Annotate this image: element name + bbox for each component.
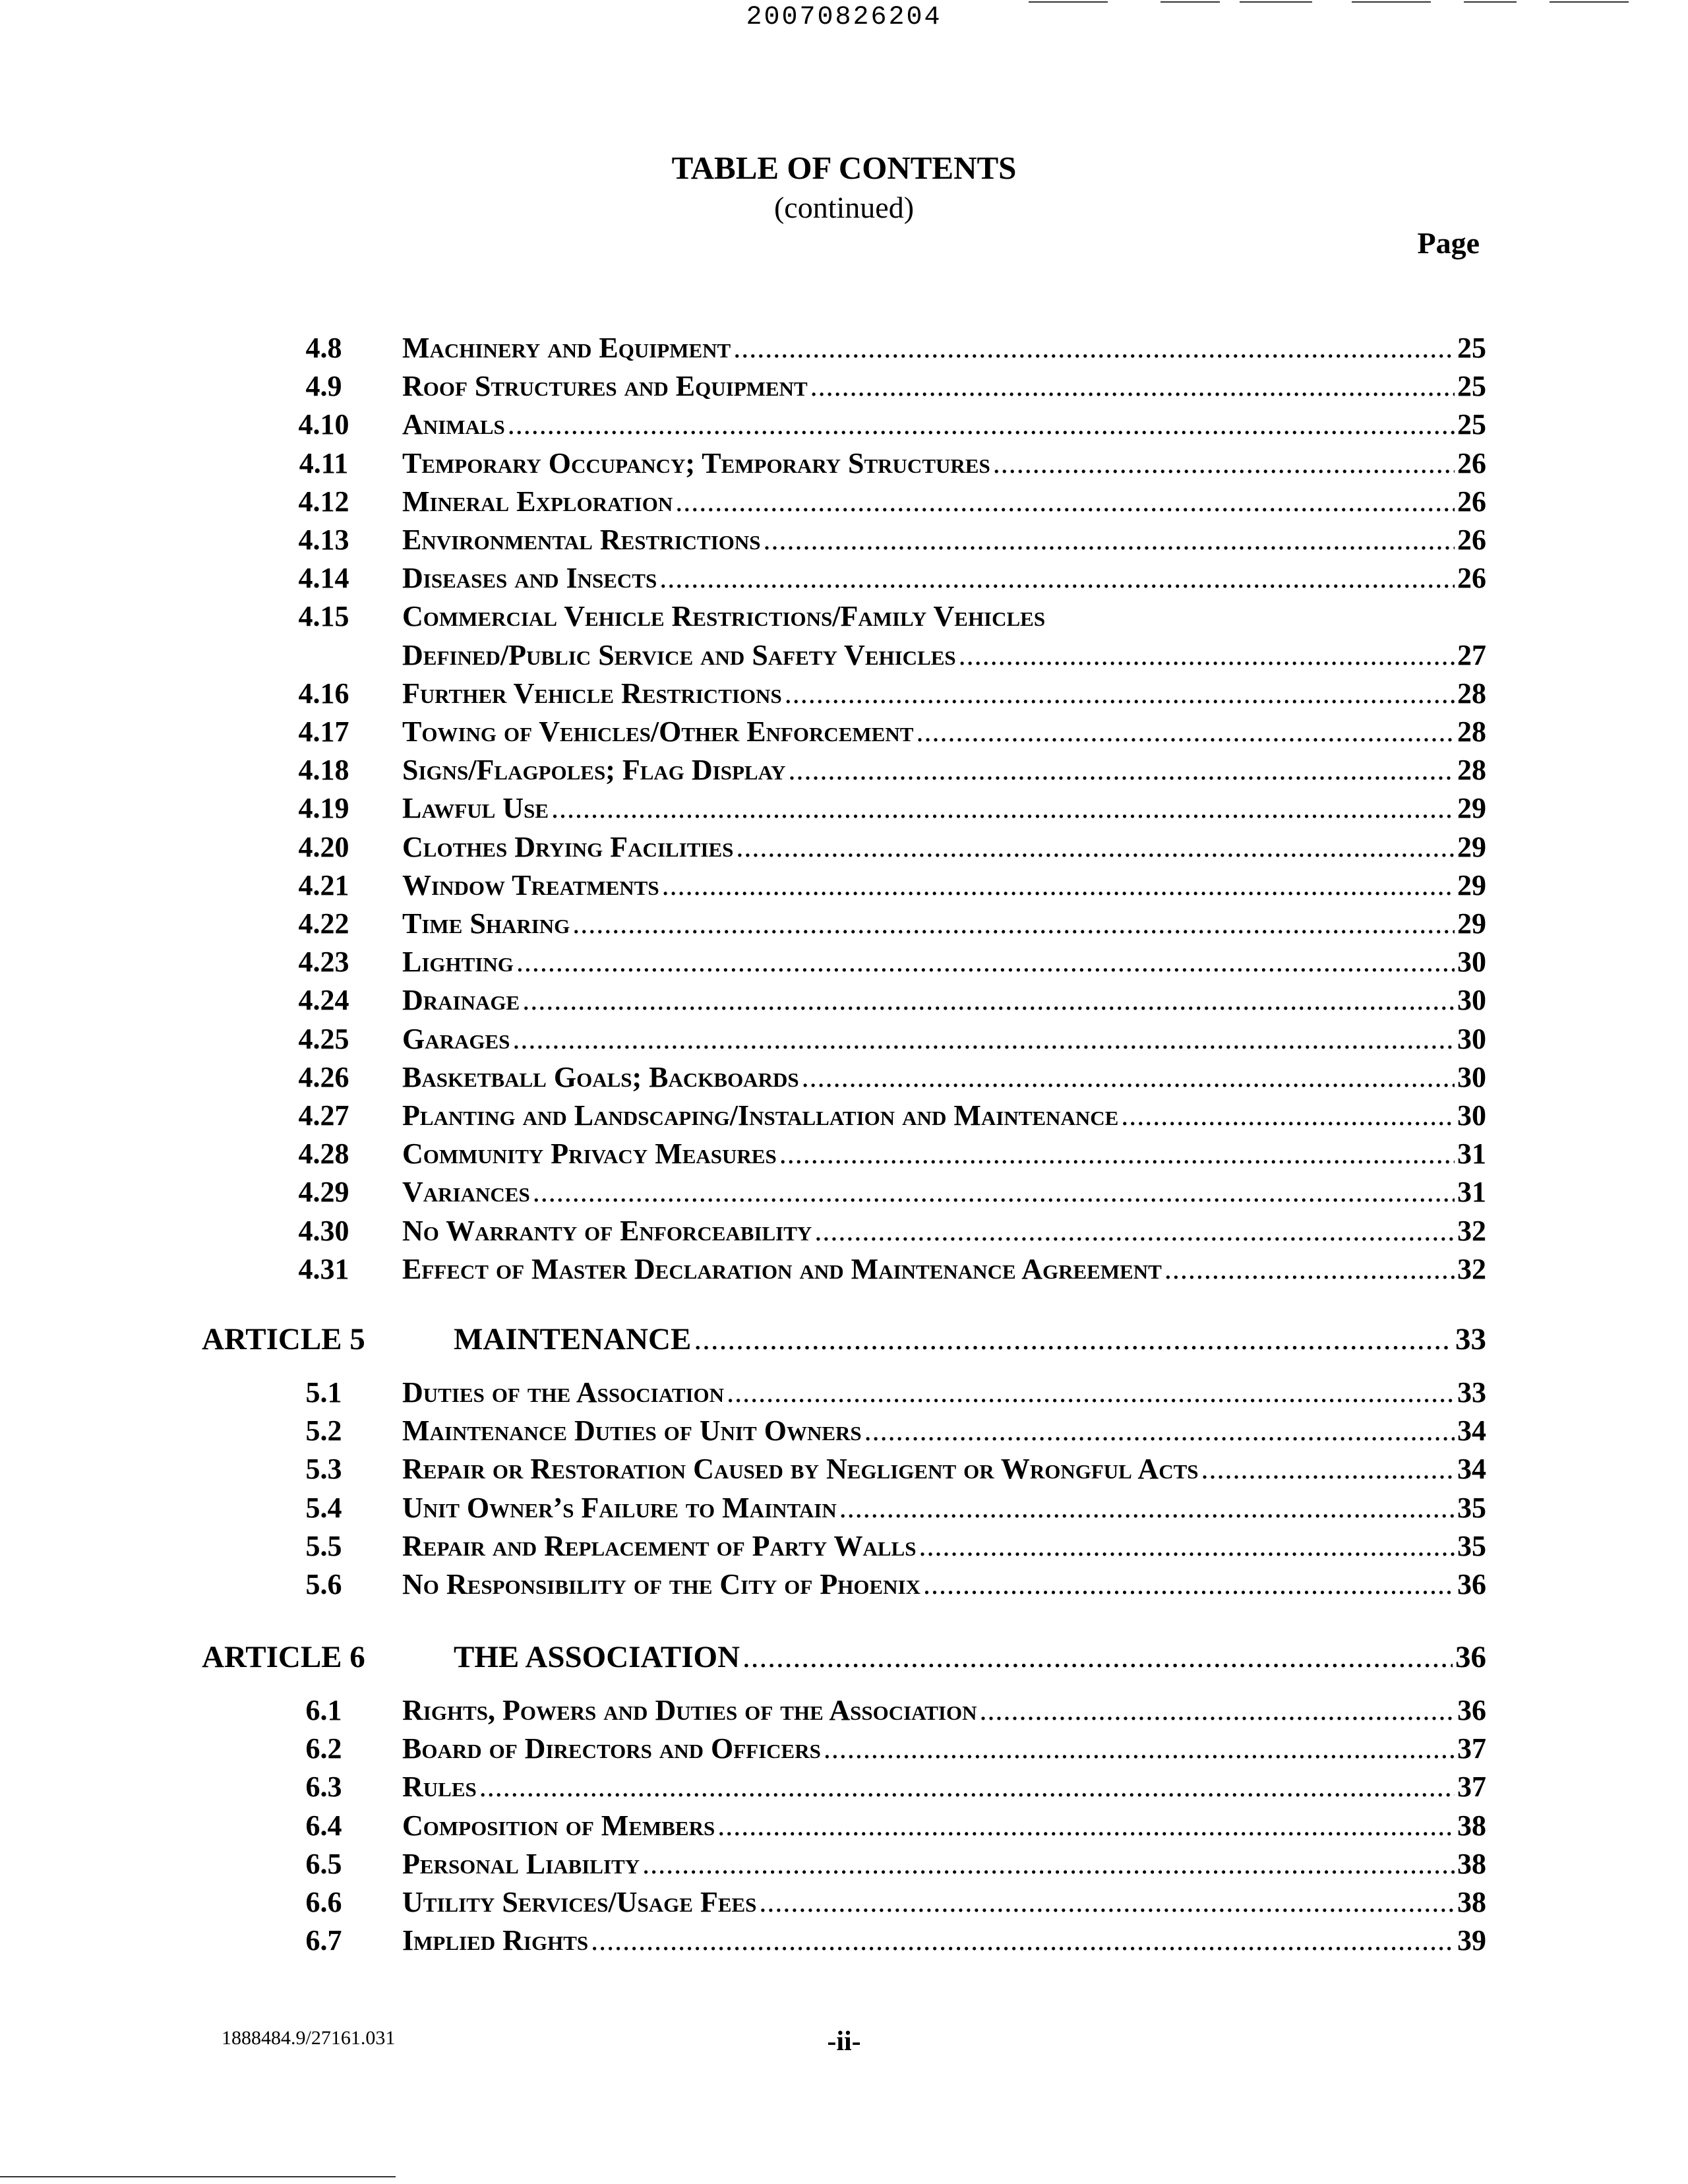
page-reference: 28: [1457, 715, 1486, 748]
dot-leader: [659, 561, 1455, 595]
toc-row: [402, 753, 1486, 791]
page-reference: 34: [1457, 1414, 1486, 1447]
dot-leader: [1121, 1099, 1455, 1132]
section-number: 4.21: [298, 868, 349, 901]
section-title: Towing of Vehicles/Other Enforcement: [402, 715, 914, 748]
section-number: 4.9: [305, 370, 342, 403]
dot-leader: [993, 446, 1455, 480]
section-title: Utility Services/Usage Fees: [402, 1886, 757, 1918]
toc-row: [402, 1770, 1486, 1808]
page-reference: 35: [1457, 1529, 1486, 1562]
toc-row: [402, 1376, 1486, 1414]
page-subtitle: (continued): [773, 191, 915, 224]
section-number: 4.31: [298, 1252, 349, 1285]
page-reference: 30: [1457, 984, 1486, 1017]
toc-row: [402, 983, 1486, 1021]
dot-leader: [839, 1491, 1455, 1525]
section-title: Time Sharing: [402, 907, 570, 940]
toc-row: [402, 1924, 1486, 1962]
dot-leader: [591, 1924, 1455, 1957]
dot-leader: [789, 753, 1455, 787]
dot-leader: [864, 1414, 1455, 1447]
section-number: 4.8: [305, 332, 342, 364]
page-reference: 27: [1457, 638, 1486, 671]
toc-row: [402, 485, 1486, 523]
section-number: 4.12: [298, 485, 349, 518]
section-title: Repair or Restoration Caused by Negligent or Wrongful Acts: [402, 1453, 1199, 1486]
page-reference: 30: [1457, 1060, 1486, 1093]
section-title-line1: Commercial Vehicle Restrictions/Family Vehicles: [402, 600, 1046, 633]
scan-edge-line: [0, 2176, 396, 2177]
recording-number: 20070826204: [746, 3, 942, 32]
page-reference: 25: [1457, 370, 1486, 403]
section-title: Community Privacy Measures: [402, 1138, 777, 1170]
section-title: No Warranty of Enforceability: [402, 1214, 812, 1247]
page-reference: 34: [1457, 1453, 1486, 1486]
section-number: 4.26: [298, 1060, 349, 1093]
toc-row: [402, 1529, 1486, 1567]
section-number: 4.11: [299, 446, 349, 479]
section-title: No Responsibility of the City of Phoenix: [402, 1568, 920, 1600]
dot-leader: [802, 1060, 1455, 1094]
toc-row: [402, 1175, 1486, 1213]
dot-leader: [516, 945, 1455, 979]
toc-row: [402, 1022, 1486, 1060]
section-number: 4.22: [298, 907, 349, 940]
section-title: Effect of Master Declaration and Maintenance Agreement: [402, 1252, 1162, 1285]
page-reference: 33: [1457, 1376, 1486, 1409]
page-reference: 29: [1457, 907, 1486, 940]
dot-leader: [694, 1321, 1453, 1357]
section-number: 4.27: [298, 1099, 349, 1132]
section-title: Maintenance Duties of Unit Owners: [402, 1414, 862, 1447]
toc-row: [402, 1885, 1486, 1924]
section-title: Garages: [402, 1022, 510, 1055]
section-title: Rights, Powers and Duties of the Association: [402, 1694, 977, 1726]
page-number: -ii-: [827, 2026, 861, 2057]
toc-row: [402, 1693, 1486, 1732]
section-number: 4.18: [298, 754, 349, 787]
section-number: 5.6: [305, 1568, 342, 1600]
dot-leader: [764, 523, 1455, 557]
toc-row: [402, 791, 1486, 830]
section-title: Roof Structures and Equipment: [402, 370, 808, 403]
dot-leader: [980, 1693, 1455, 1727]
section-title: Rules: [402, 1771, 477, 1804]
section-title: Lawful Use: [402, 792, 549, 825]
dot-leader: [810, 369, 1455, 403]
page-reference: 28: [1457, 677, 1486, 710]
dot-leader: [675, 485, 1455, 518]
toc-row: [402, 369, 1486, 408]
page-reference: 29: [1457, 868, 1486, 901]
dot-leader: [736, 830, 1455, 864]
dot-leader: [1164, 1252, 1455, 1286]
toc-row: [402, 1452, 1486, 1490]
dot-leader: [662, 868, 1455, 902]
article-label: ARTICLE 6: [202, 1640, 365, 1674]
section-number: 5.3: [305, 1453, 342, 1486]
toc-row: [402, 1491, 1486, 1529]
dot-leader: [733, 331, 1455, 365]
dot-leader: [916, 715, 1455, 748]
section-number: 4.15: [298, 600, 349, 633]
page-reference: 28: [1457, 754, 1486, 787]
section-number: 4.20: [298, 830, 349, 863]
section-number: 4.10: [298, 408, 349, 441]
section-number: 4.14: [298, 562, 349, 595]
dot-leader: [512, 1022, 1455, 1056]
page-reference: 39: [1457, 1924, 1486, 1957]
page-reference: 30: [1457, 1099, 1486, 1132]
section-number: 6.5: [305, 1847, 342, 1880]
toc-row: [402, 830, 1486, 868]
article-row: [454, 1639, 1486, 1678]
dot-leader: [742, 1639, 1453, 1675]
dot-leader: [479, 1770, 1455, 1804]
section-title: Clothes Drying Facilities: [402, 830, 734, 863]
section-title: Further Vehicle Restrictions: [402, 677, 782, 710]
dot-leader: [1201, 1452, 1455, 1486]
section-number: 4.19: [298, 792, 349, 825]
toc-row: [402, 331, 1486, 369]
toc-row: [402, 1414, 1486, 1452]
toc-row: [402, 1732, 1486, 1770]
page-reference: 36: [1457, 1568, 1486, 1600]
section-title: Composition of Members: [402, 1809, 715, 1842]
section-title: Diseases and Insects: [402, 562, 657, 595]
page-reference: 35: [1457, 1491, 1486, 1524]
page-reference: 25: [1457, 408, 1486, 441]
dot-leader: [572, 907, 1455, 940]
section-number: 6.4: [305, 1809, 342, 1842]
section-number: 6.3: [305, 1771, 342, 1804]
page-reference: 32: [1457, 1252, 1486, 1285]
toc-row: [402, 1214, 1486, 1252]
page-reference: 32: [1457, 1214, 1486, 1247]
section-number: 4.29: [298, 1176, 349, 1209]
section-number: 5.2: [305, 1414, 342, 1447]
toc-row: [402, 1809, 1486, 1847]
toc-row: [402, 1099, 1486, 1137]
section-title: Implied Rights: [402, 1924, 589, 1957]
page-column-label: Page: [1417, 226, 1480, 260]
article-row: [454, 1321, 1486, 1360]
section-title: Mineral Exploration: [402, 485, 673, 518]
section-number: 6.1: [305, 1694, 342, 1726]
article-title: THE ASSOCIATION: [454, 1640, 740, 1674]
page-reference: 31: [1457, 1138, 1486, 1170]
dot-leader: [785, 677, 1455, 710]
page-reference: 26: [1457, 524, 1486, 556]
section-number: 4.17: [298, 715, 349, 748]
dot-leader: [779, 1137, 1455, 1170]
section-number: 4.13: [298, 524, 349, 556]
section-number: 5.4: [305, 1491, 342, 1524]
section-number: 6.6: [305, 1886, 342, 1918]
dot-leader: [508, 408, 1455, 441]
section-title: Board of Directors and Officers: [402, 1732, 821, 1765]
dot-leader: [727, 1376, 1455, 1409]
section-title: Drainage: [402, 984, 520, 1017]
toc-row: [402, 1847, 1486, 1885]
page-reference: 38: [1457, 1886, 1486, 1918]
dot-leader: [759, 1885, 1455, 1919]
article-title: MAINTENANCE: [454, 1322, 692, 1356]
page-title: TABLE OF CONTENTS: [671, 150, 1017, 186]
section-title: Basketball Goals; Backboards: [402, 1060, 799, 1093]
page-reference: 25: [1457, 332, 1486, 364]
section-title: Duties of the Association: [402, 1376, 725, 1409]
page-reference: 33: [1455, 1322, 1486, 1356]
page-reference: 36: [1455, 1640, 1486, 1674]
section-title: Personal Liability: [402, 1847, 640, 1880]
toc-row: [402, 1567, 1486, 1606]
section-number: 5.5: [305, 1529, 342, 1562]
dot-leader: [919, 1529, 1455, 1563]
section-number: 5.1: [305, 1376, 342, 1409]
page-reference: 26: [1457, 562, 1486, 595]
dot-leader: [551, 791, 1455, 825]
toc-row: [402, 907, 1486, 945]
section-number: 4.28: [298, 1138, 349, 1170]
dot-leader: [824, 1732, 1455, 1765]
page-reference: 37: [1457, 1732, 1486, 1765]
section-title: Window Treatments: [402, 868, 659, 901]
toc-row: [402, 638, 1486, 677]
section-title: Unit Owner’s Failure to Maintain: [402, 1491, 837, 1524]
dot-leader: [522, 983, 1455, 1017]
section-number: 6.7: [305, 1924, 342, 1957]
article-label: ARTICLE 5: [202, 1322, 365, 1356]
section-title: Defined/Public Service and Safety Vehicles: [402, 638, 956, 671]
toc-row: [402, 1060, 1486, 1099]
toc-row: [402, 408, 1486, 446]
section-title: Machinery and Equipment: [402, 332, 731, 364]
page-reference: 37: [1457, 1771, 1486, 1804]
toc-row: [402, 1252, 1486, 1290]
toc-row: [402, 715, 1486, 753]
section-number: 6.2: [305, 1732, 342, 1765]
section-title: Repair and Replacement of Party Walls: [402, 1529, 917, 1562]
section-number: 4.30: [298, 1214, 349, 1247]
page-reference: 30: [1457, 1022, 1486, 1055]
dot-leader: [923, 1567, 1455, 1601]
document-number: 1888484.9/27161.031: [222, 2027, 396, 2049]
page-reference: 29: [1457, 792, 1486, 825]
dot-leader: [814, 1214, 1455, 1248]
section-number: 4.24: [298, 984, 349, 1017]
dot-leader: [642, 1847, 1455, 1881]
page-reference: 26: [1457, 446, 1486, 479]
page-reference: 29: [1457, 830, 1486, 863]
section-title: Temporary Occupancy; Temporary Structures: [402, 446, 990, 479]
page-reference: 36: [1457, 1694, 1486, 1726]
toc-row: [402, 446, 1486, 485]
section-title: Lighting: [402, 946, 514, 979]
dot-leader: [533, 1175, 1455, 1209]
page-reference: 31: [1457, 1176, 1486, 1209]
dot-leader: [959, 638, 1455, 672]
toc-row: [402, 561, 1486, 599]
section-title: Environmental Restrictions: [402, 524, 761, 556]
toc-row: [402, 868, 1486, 907]
section-title: Animals: [402, 408, 505, 441]
section-number: 4.25: [298, 1022, 349, 1055]
dot-leader: [717, 1809, 1455, 1842]
section-title: Variances: [402, 1176, 530, 1209]
section-title: Planting and Landscaping/Installation and Maintenance: [402, 1099, 1119, 1132]
section-title: Signs/Flagpoles; Flag Display: [402, 754, 786, 787]
toc-row: [402, 523, 1486, 561]
section-number: 4.16: [298, 677, 349, 710]
section-number: 4.23: [298, 946, 349, 979]
toc-row: [402, 677, 1486, 715]
page-reference: 26: [1457, 485, 1486, 518]
toc-row: [402, 1137, 1486, 1175]
page-reference: 38: [1457, 1809, 1486, 1842]
toc-row: [402, 945, 1486, 983]
page-reference: 38: [1457, 1847, 1486, 1880]
page-reference: 30: [1457, 946, 1486, 979]
